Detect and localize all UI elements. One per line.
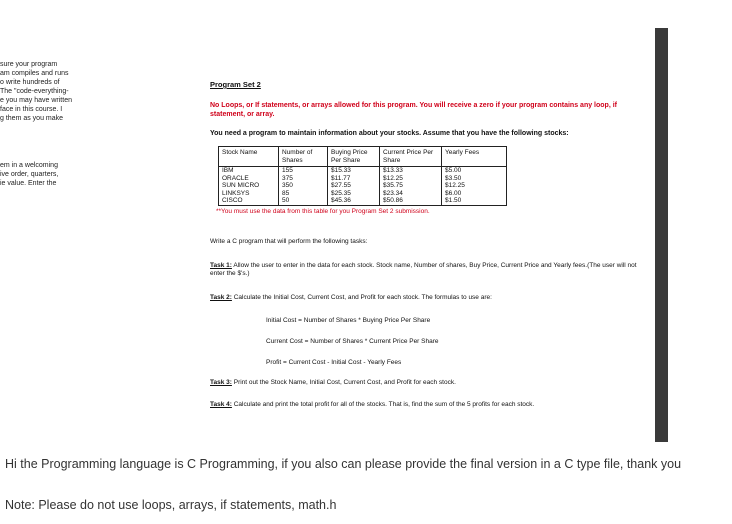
task-label: Task 2: [210,293,232,301]
table-cell: $3.50 [442,175,507,183]
table-header: Stock Name [219,147,279,167]
formula-profit: Profit = Current Cost - Initial Cost - Yearly Fees [266,358,402,366]
table-row [219,190,507,198]
table-cell: CISCO [219,197,279,205]
table-cell: $23.34 [380,190,442,198]
left-clip-line: ive order, quarters, [0,171,59,178]
task-3 [210,379,640,387]
task-label: Task 3: [210,378,232,386]
doc-title: Program Set 2 [210,80,261,89]
table-cell: ORACLE [219,175,279,183]
table-header: Buying Price Per Share [328,147,380,167]
left-clip-line: sure your program [0,61,58,68]
table-cell: 375 [279,175,328,183]
formula-initial-cost: Initial Cost = Number of Shares * Buying Price Per Share [266,316,431,324]
table-cell: LINKSYS [219,190,279,198]
left-clip-line: am compiles and runs [0,70,69,77]
left-clip-block-1 [0,60,100,123]
doc-warning: No Loops, or If statements, or arrays allowed for this program. You will receive a zero if your program contains any loop, if statement, or array. [210,102,617,118]
task-text: Allow the user to enter in the data for each stock. Stock name, Number of shares, Buy Price, Current Price and Yearly fees.(The user will not enter the $'s.) [210,261,637,277]
task-text: Print out the Stock Name, Initial Cost, Current Cost, and Profit for each stock. [233,378,456,386]
scrollbar[interactable] [655,28,668,442]
question-caption: Hi the Programming language is C Programming, if you also can please provide the final version in a C type file, thank you [5,457,682,471]
table-cell: $50.86 [380,197,442,205]
question-note: Note: Please do not use loops, arrays, if statements, math.h [5,498,337,512]
table-note: **You must use the data from this table for you Program Set 2 submission. [216,207,430,215]
task-label: Task 1: [210,261,232,269]
table-row [219,182,507,190]
stocks-table [218,146,507,206]
left-clip-line: em in a welcoming [0,162,58,169]
table-cell: $1.50 [442,197,507,205]
table-header-row [219,147,507,167]
table-cell: SUN MICRO [219,182,279,190]
table-cell: $11.77 [328,175,380,183]
task-1 [210,262,640,278]
table-cell: $6.00 [442,190,507,198]
table-cell: IBM [219,167,279,175]
task-text: Calculate and print the total profit for all of the stocks. That is, find the sum of the 5 profits for each stock. [233,400,535,408]
table-cell: 50 [279,197,328,205]
table-cell: $12.25 [442,182,507,190]
table-cell: $15.33 [328,167,380,175]
task-2 [210,294,640,302]
table-cell: $45.36 [328,197,380,205]
left-clip-line: ie value. Enter the [0,180,57,187]
table-cell: $13.33 [380,167,442,175]
table-cell: $5.00 [442,167,507,175]
table-cell: $35.75 [380,182,442,190]
table-header: Yearly Fees [442,147,507,167]
table-cell: $25.35 [328,190,380,198]
left-clip-block-2 [0,161,100,188]
table-cell: $27.55 [328,182,380,190]
write-instruction: Write a C program that will perform the following tasks: [210,237,368,245]
table-header: Current Price Per Share [380,147,442,167]
table-cell: 85 [279,190,328,198]
left-clip-line: g them as you make [0,115,64,122]
table-cell: 155 [279,167,328,175]
left-clip-line: o write hundreds of [0,79,60,86]
left-clip-line: The "code-everything- [0,88,69,95]
table-cell: 350 [279,182,328,190]
table-row [219,167,507,175]
table-header: Number of Shares [279,147,328,167]
task-label: Task 4: [210,400,232,408]
task-text: Calculate the Initial Cost, Current Cost, and Profit for each stock. The formulas to use are: [233,293,492,301]
assignment-document [210,80,640,409]
table-row [219,197,507,205]
left-clip-line: face in this course. I [0,106,63,113]
table-cell: $12.25 [380,175,442,183]
formula-current-cost: Current Cost = Number of Shares * Current Price Per Share [266,337,439,345]
left-clipped-text [0,60,100,188]
table-row [219,175,507,183]
left-clip-line: e you may have written [0,97,72,104]
doc-intro: You need a program to maintain information about your stocks. Assume that you have the following stocks: [210,130,569,137]
task-4 [210,401,640,409]
